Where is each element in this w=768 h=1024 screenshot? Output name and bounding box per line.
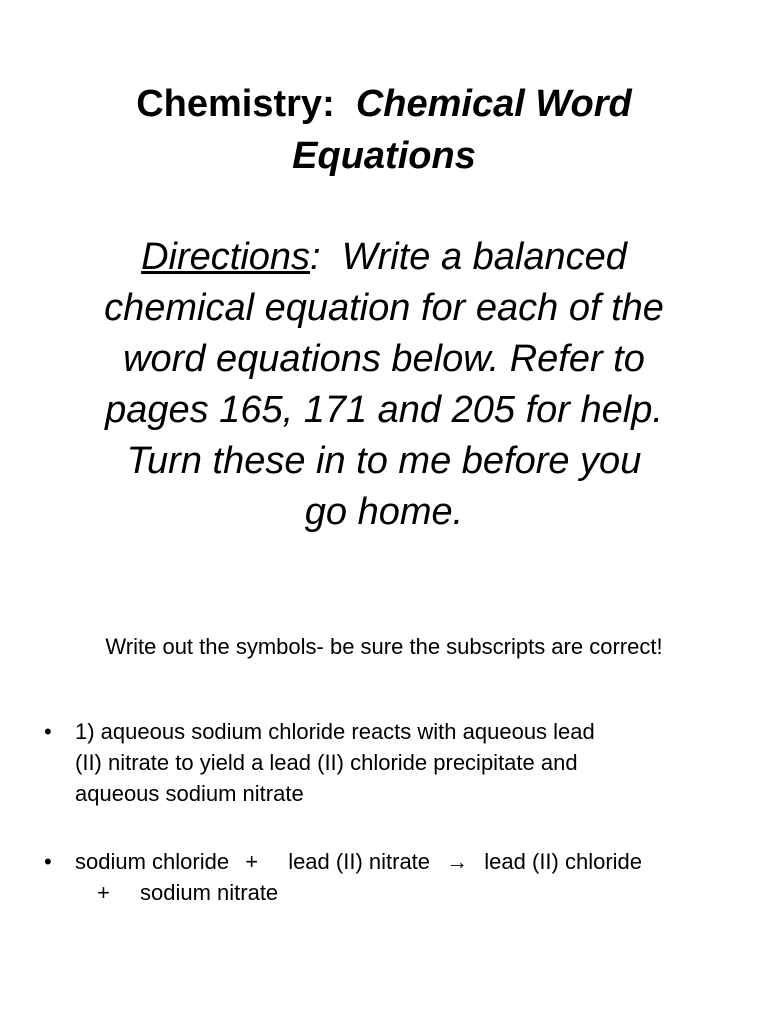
title-subject: Chemistry:: [136, 83, 335, 125]
reactant-1: sodium chloride: [75, 849, 230, 874]
arrow-icon: →: [446, 849, 469, 874]
bullet-line-3: aqueous sodium nitrate: [75, 781, 304, 806]
product-2: sodium nitrate: [139, 880, 279, 905]
directions-block: [40, 232, 728, 538]
bullet-line-2: (II) nitrate to yield a lead (II) chloride precipitate and: [75, 750, 578, 775]
title-topic: Chemical Word: [355, 83, 632, 125]
plus-sign: +: [245, 849, 259, 874]
directions-line-4: pages 165, 171 and 205 for help.: [105, 389, 663, 431]
directions-label: Directions: [141, 236, 311, 278]
bullet-line-1: 1) aqueous sodium chloride reacts with aqueous lead: [75, 719, 595, 744]
product-1: lead (II) chloride: [484, 849, 643, 874]
directions-line-5: Turn these in to me before you: [126, 440, 642, 482]
equation-text: [75, 846, 724, 908]
directions-text-1: Write a balanced: [341, 236, 627, 278]
directions-line-2: chemical equation for each of the: [104, 287, 664, 329]
reactant-2: lead (II) nitrate: [288, 849, 431, 874]
directions-line-6: go home.: [304, 491, 464, 533]
bullet-text: [75, 716, 724, 809]
plus-sign: +: [97, 880, 110, 905]
directions-line-3: word equations below. Refer to: [123, 338, 645, 380]
title-line-1: [40, 78, 728, 130]
instruction-text: Write out the symbols- be sure the subscripts are correct!: [105, 634, 663, 659]
title-line-2: Equations: [292, 135, 476, 177]
list-item: [44, 716, 724, 809]
page-title: [40, 78, 728, 182]
bullet-icon: •: [44, 849, 52, 874]
equation-line-2: [75, 877, 724, 908]
equation-line-1: [75, 846, 724, 877]
bullet-icon: •: [44, 719, 52, 744]
list-item: [44, 846, 724, 908]
directions-line-1: Directions: Write a balanced: [141, 236, 627, 278]
